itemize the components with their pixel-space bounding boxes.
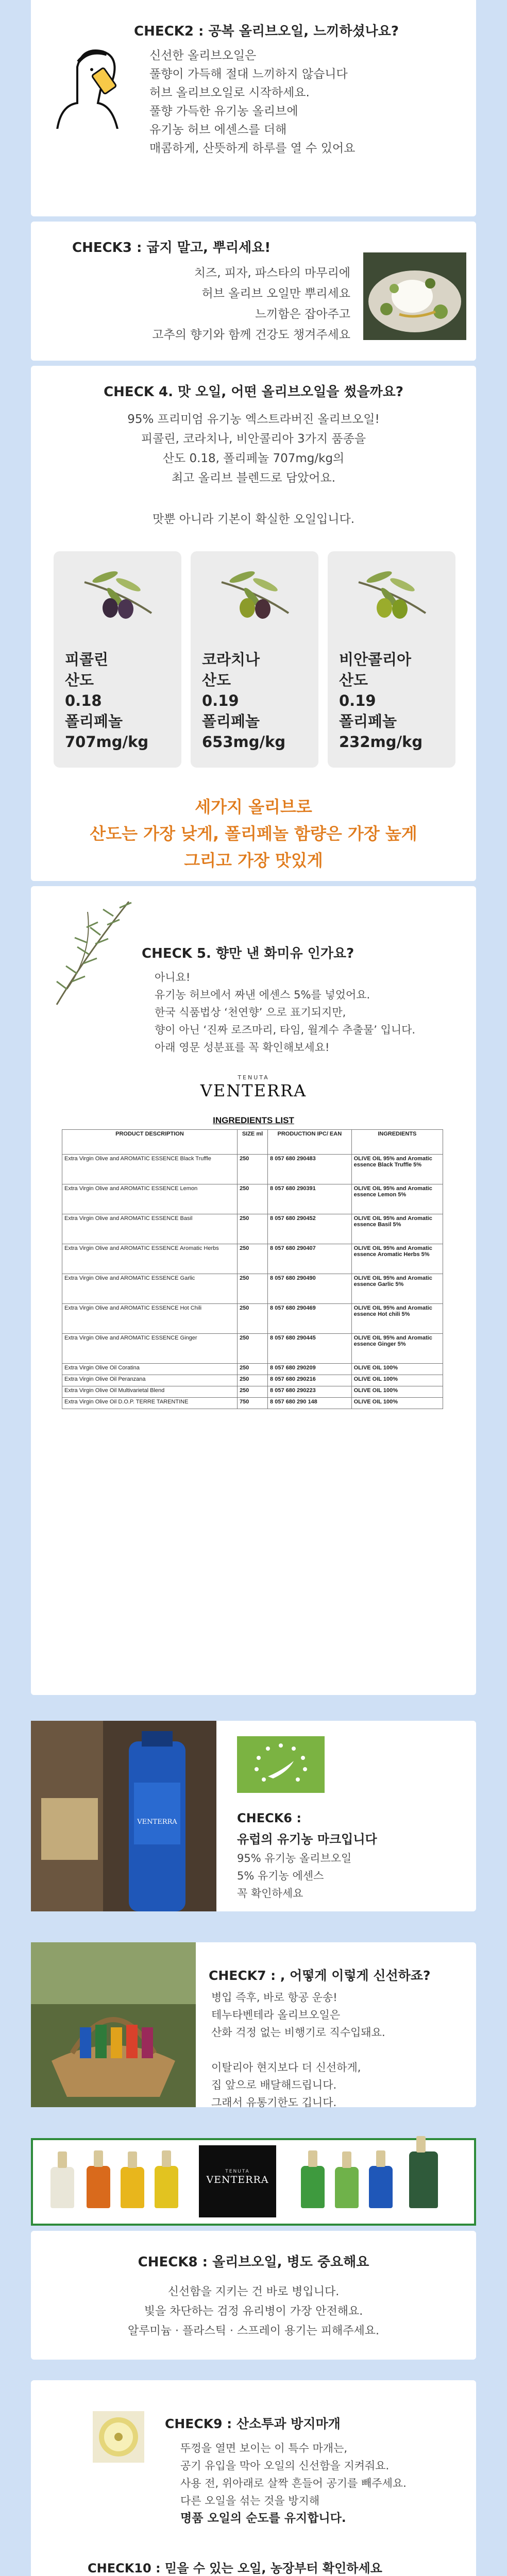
table-cell: 250: [237, 1375, 267, 1386]
table-cell: Extra Virgin Olive and AROMATIC ESSENCE Basil: [62, 1214, 238, 1244]
table-row: [62, 1184, 443, 1214]
acid-label: 산도: [202, 671, 231, 689]
text-line: 산화 걱정 없는 비행기로 직수입돼요.: [211, 2026, 385, 2039]
check3-title: CHECK3 : 굽지 말고, 뿌리세요!: [72, 240, 271, 256]
bottle: [301, 2166, 325, 2208]
table-cell: 750: [237, 1398, 267, 1409]
poly-label: 폴리페놀: [339, 713, 397, 730]
check7-body: [211, 1989, 385, 2111]
ingredients-table: [62, 1129, 443, 1409]
table-row: [62, 1214, 443, 1244]
check10-title: CHECK10 : 믿을 수 있는 오일, 농장부터 확인하세요: [88, 2561, 382, 2575]
check6-title: CHECK6 :: [237, 1811, 301, 1825]
table-cell: 250: [237, 1214, 267, 1244]
text-line: 치즈, 피자, 파스타의 마무리에: [194, 266, 350, 280]
table-cell: OLIVE OIL 95% and Aromatic essence Hot chili 5%: [351, 1304, 443, 1334]
burrata-dish-photo: [363, 252, 466, 340]
table-cell: Extra Virgin Olive Oil Peranzana: [62, 1375, 238, 1386]
check6-subtitle: 유럽의 유기농 마크입니다: [237, 1832, 377, 1846]
table-cell: 250: [237, 1304, 267, 1334]
check4-title: CHECK 4. 맛 오일, 어떤 올리브오일을 썼을까요?: [104, 384, 403, 400]
table-row: [62, 1386, 443, 1398]
cultivar-card-biancolilla: [328, 551, 455, 768]
acid-value: 0.19: [202, 692, 239, 709]
check3-body: [62, 263, 350, 345]
table-cell: Extra Virgin Olive Oil Coratina: [62, 1364, 238, 1375]
rosemary-sprig-illustration: [36, 891, 139, 1010]
text-line: 피콜린, 코라치나, 비안콜리아 3가지 품종을: [141, 432, 366, 446]
cultivar-name: 비안콜리아: [339, 651, 412, 668]
text-line: 느끼함은 잡아주고: [255, 308, 350, 321]
text-line: 명품 오일의 순도를 유지합니다.: [180, 2512, 346, 2525]
cultivar-name: 코라치나: [202, 651, 260, 668]
check3-card: [31, 222, 476, 361]
check8-card: [31, 2231, 476, 2360]
logo-small: TENUTA: [225, 2169, 250, 2174]
text-line: 유기농 허브 에센스를 더해: [149, 123, 287, 137]
table-cell: 8 057 680 290223: [268, 1386, 352, 1398]
text-line: 신선함을 지키는 건 바로 병입니다.: [167, 2285, 340, 2298]
eu-organic-logo-icon: [237, 1736, 325, 1793]
check2-title: CHECK2 : 공복 올리브오일, 느끼하셨나요?: [134, 24, 399, 39]
poly-value: 653mg/kg: [202, 733, 286, 751]
poly-value: 707mg/kg: [65, 733, 149, 751]
table-cell: OLIVE OIL 100%: [351, 1364, 443, 1375]
cultivar-name: 피콜린: [65, 651, 109, 668]
check5-card: [31, 886, 476, 1695]
check4-body: [31, 410, 476, 488]
text-line: 풀향 가득한 유기농 올리브에: [149, 105, 298, 118]
logo-main: VENTERRA: [206, 2174, 269, 2185]
text-line: 고추의 향기와 함께 건강도 챙겨주세요: [152, 328, 350, 342]
table-row: [62, 1364, 443, 1375]
table-cell: 8 057 680 290407: [268, 1244, 352, 1274]
table-cell: Extra Virgin Olive and AROMATIC ESSENCE Hot Chili: [62, 1304, 238, 1334]
basket-photo: [31, 1942, 196, 2107]
text-line: 병입 즉후, 바로 항공 운송!: [211, 1991, 337, 2004]
bottle: [369, 2166, 393, 2208]
text-line: 5% 유기농 에센스: [237, 1870, 324, 1882]
table-cell: 250: [237, 1155, 267, 1184]
text-line: 산도 0.18, 폴리페놀 707mg/kg의: [162, 452, 345, 465]
table-cell: 250: [237, 1364, 267, 1375]
table-row: [62, 1244, 443, 1274]
bottle-label: VENTERRA: [137, 1818, 177, 1826]
table-row: [62, 1304, 443, 1334]
text-line: 이탈리아 현지보다 더 신선하게,: [211, 2061, 361, 2074]
table-cell: Extra Virgin Olive and AROMATIC ESSENCE Black Truffle: [62, 1155, 238, 1184]
bottle: [121, 2167, 144, 2208]
table-cell: Extra Virgin Olive and AROMATIC ESSENCE Garlic: [62, 1274, 238, 1304]
cultivar-card-picholine: [54, 551, 181, 768]
table-cell: Extra Virgin Olive and AROMATIC ESSENCE Lemon: [62, 1184, 238, 1214]
check8-body: [31, 2282, 476, 2341]
check7-title: CHECK7 : , 어떻게 이렇게 신선하죠?: [209, 1968, 431, 1983]
table-cell: 8 057 680 290391: [268, 1184, 352, 1214]
table-cell: Extra Virgin Olive Oil Multivarietal Blend: [62, 1386, 238, 1398]
table-cell: 250: [237, 1184, 267, 1214]
text-line: 다른 오일을 섞는 것을 방지해: [180, 2495, 320, 2507]
col-header: PRODUCT DESCRIPTION: [62, 1130, 238, 1155]
cultivar-cards: [54, 551, 455, 768]
text-line: 매콤하게, 산뜻하게 하루를 열 수 있어요: [149, 142, 356, 155]
check4-note: 맛뿐 아니라 기본이 확실한 오일입니다.: [152, 513, 355, 526]
table-row: [62, 1274, 443, 1304]
logo-small: TENUTA: [238, 1074, 269, 1081]
drinking-person-illustration: [46, 31, 134, 129]
table-cell: 250: [237, 1334, 267, 1364]
text-line: 테누타벤테라 올리브오일은: [211, 2009, 341, 2021]
table-cell: OLIVE OIL 95% and Aromatic essence Black Truffle 5%: [351, 1155, 443, 1184]
bottle: [409, 2151, 438, 2208]
olive-branch-icon: [216, 562, 294, 629]
table-header-row: [62, 1130, 443, 1155]
ingredients-table-wrap: [62, 1129, 443, 1409]
table-cell: 250: [237, 1244, 267, 1274]
acid-value: 0.18: [65, 692, 102, 709]
col-header: SIZE ml: [237, 1130, 267, 1155]
text-line: 뚜껑을 열면 보이는 이 특수 마개는,: [180, 2442, 348, 2454]
cultivar-text: [339, 649, 422, 752]
check6-body: [237, 1850, 351, 1902]
check6-card: [31, 1721, 476, 1911]
table-cell: Extra Virgin Olive and AROMATIC ESSENCE Aromatic Herbs: [62, 1244, 238, 1274]
check7-card: [31, 1942, 476, 2107]
poly-label: 폴리페놀: [202, 713, 260, 730]
bottle: [155, 2166, 178, 2208]
table-row: [62, 1155, 443, 1184]
cap-stopper-photo: [93, 2411, 144, 2463]
table-cell: OLIVE OIL 95% and Aromatic essence Basil 5%: [351, 1214, 443, 1244]
table-cell: OLIVE OIL 100%: [351, 1386, 443, 1398]
text-line: 아니요!: [155, 971, 191, 984]
table-cell: 8 057 680 290469: [268, 1304, 352, 1334]
summary-line: 세가지 올리브로: [195, 797, 312, 817]
table-cell: OLIVE OIL 95% and Aromatic essence Garlic 5%: [351, 1274, 443, 1304]
text-line: 알루미늄 · 플라스틱 · 스프레이 용기는 피해주세요.: [128, 2325, 379, 2337]
bottle: [87, 2166, 110, 2208]
text-line: 향이 아닌 ‘진짜 로즈마리, 타임, 월계수 추출물’ 입니다.: [155, 1024, 416, 1036]
table-row: [62, 1334, 443, 1364]
col-header: PRODUCTION IPC/ EAN: [268, 1130, 352, 1155]
summary-line: 산도는 가장 낮게, 폴리페놀 함량은 가장 높게: [90, 824, 417, 843]
text-line: 꼭 확인하세요: [237, 1887, 303, 1900]
summary-line: 그리고 가장 맛있게: [184, 851, 323, 870]
acid-label: 산도: [339, 671, 368, 689]
acid-label: 산도: [65, 671, 94, 689]
venterra-logo: [31, 1074, 476, 1100]
text-line: 신선한 올리브오일은: [149, 49, 257, 62]
text-line: 95% 프리미엄 유기농 엑스트라버진 올리브오일!: [127, 413, 380, 426]
text-line: 95% 유기농 올리브오일: [237, 1852, 352, 1865]
check2-body: [149, 46, 355, 158]
text-line: 빛을 차단하는 검정 유리병이 가장 안전해요.: [144, 2305, 363, 2318]
text-line: 공기 유입을 막아 오일의 신선함을 지켜줘요.: [180, 2460, 390, 2472]
check9-body: [180, 2439, 407, 2527]
table-cell: OLIVE OIL 95% and Aromatic essence Aromatic Herbs 5%: [351, 1244, 443, 1274]
check8-title: CHECK8 : 올리브오일, 병도 중요해요: [138, 2255, 369, 2270]
table-cell: 8 057 680 290490: [268, 1274, 352, 1304]
text-line: 허브 올리브 오일만 뿌리세요: [201, 287, 350, 300]
text-line: 그래서 유통기한도 깁니다.: [211, 2096, 337, 2109]
table-row: [62, 1398, 443, 1409]
check4-card: [31, 366, 476, 881]
lineup-logo: [199, 2145, 276, 2217]
check2-card: [31, 0, 476, 216]
col-header: INGREDIENTS: [351, 1130, 443, 1155]
text-line: 한국 식품법상 ‘천연향’ 으로 표기되지만,: [155, 1006, 346, 1019]
ingredients-title: INGREDIENTS LIST: [213, 1115, 294, 1125]
check5-body: [155, 969, 415, 1056]
logo-main: VENTERRA: [200, 1081, 307, 1100]
table-row: [62, 1375, 443, 1386]
text-line: 아래 영문 성분표를 꼭 확인해보세요!: [155, 1041, 330, 1054]
table-cell: OLIVE OIL 100%: [351, 1375, 443, 1386]
poly-value: 232mg/kg: [339, 733, 423, 751]
text-line: 최고 올리브 블렌드로 담았어요.: [171, 471, 336, 485]
check9-title: CHECK9 : 산소투과 방지마개: [165, 2416, 341, 2431]
olive-branch-icon: [79, 562, 157, 629]
check5-title: CHECK 5. 향만 낸 화미유 인가요?: [142, 946, 354, 961]
text-line: 유기농 허브에서 짜낸 에센스 5%를 넣었어요.: [155, 989, 370, 1001]
table-cell: Extra Virgin Olive and AROMATIC ESSENCE Ginger: [62, 1334, 238, 1364]
table-cell: 8 057 680 290452: [268, 1214, 352, 1244]
table-cell: 8 057 680 290483: [268, 1155, 352, 1184]
table-cell: Extra Virgin Olive Oil D.O.P. TERRE TARENTINE: [62, 1398, 238, 1409]
text-line: 사용 전, 위아래로 살짝 흔들어 공기를 빼주세요.: [180, 2477, 407, 2489]
venterra-bottle-photo: [31, 1721, 216, 1911]
check9-card: [31, 2380, 476, 2576]
table-cell: 250: [237, 1386, 267, 1398]
text-line: 집 앞으로 배달해드립니다.: [211, 2079, 337, 2091]
bottle: [335, 2167, 359, 2208]
product-lineup-card: [31, 2138, 476, 2226]
check4-summary: [31, 793, 476, 874]
table-cell: 8 057 680 290216: [268, 1375, 352, 1386]
text-line: 풀향이 가득해 절대 느끼하지 않습니다: [149, 67, 348, 81]
cultivar-card-coratina: [191, 551, 318, 768]
table-cell: 8 057 680 290209: [268, 1364, 352, 1375]
table-cell: 8 057 680 290445: [268, 1334, 352, 1364]
table-cell: OLIVE OIL 95% and Aromatic essence Ginger 5%: [351, 1334, 443, 1364]
text-line: 허브 올리브오일로 시작하세요.: [149, 86, 310, 99]
cultivar-text: [202, 649, 285, 752]
bottle: [50, 2167, 74, 2208]
table-cell: OLIVE OIL 95% and Aromatic essence Lemon 5%: [351, 1184, 443, 1214]
table-cell: 8 057 680 290 148: [268, 1398, 352, 1409]
poly-label: 폴리페놀: [65, 713, 123, 730]
table-cell: OLIVE OIL 100%: [351, 1398, 443, 1409]
acid-value: 0.19: [339, 692, 376, 709]
olive-branch-icon: [353, 562, 431, 629]
cultivar-text: [65, 649, 148, 752]
table-cell: 250: [237, 1274, 267, 1304]
